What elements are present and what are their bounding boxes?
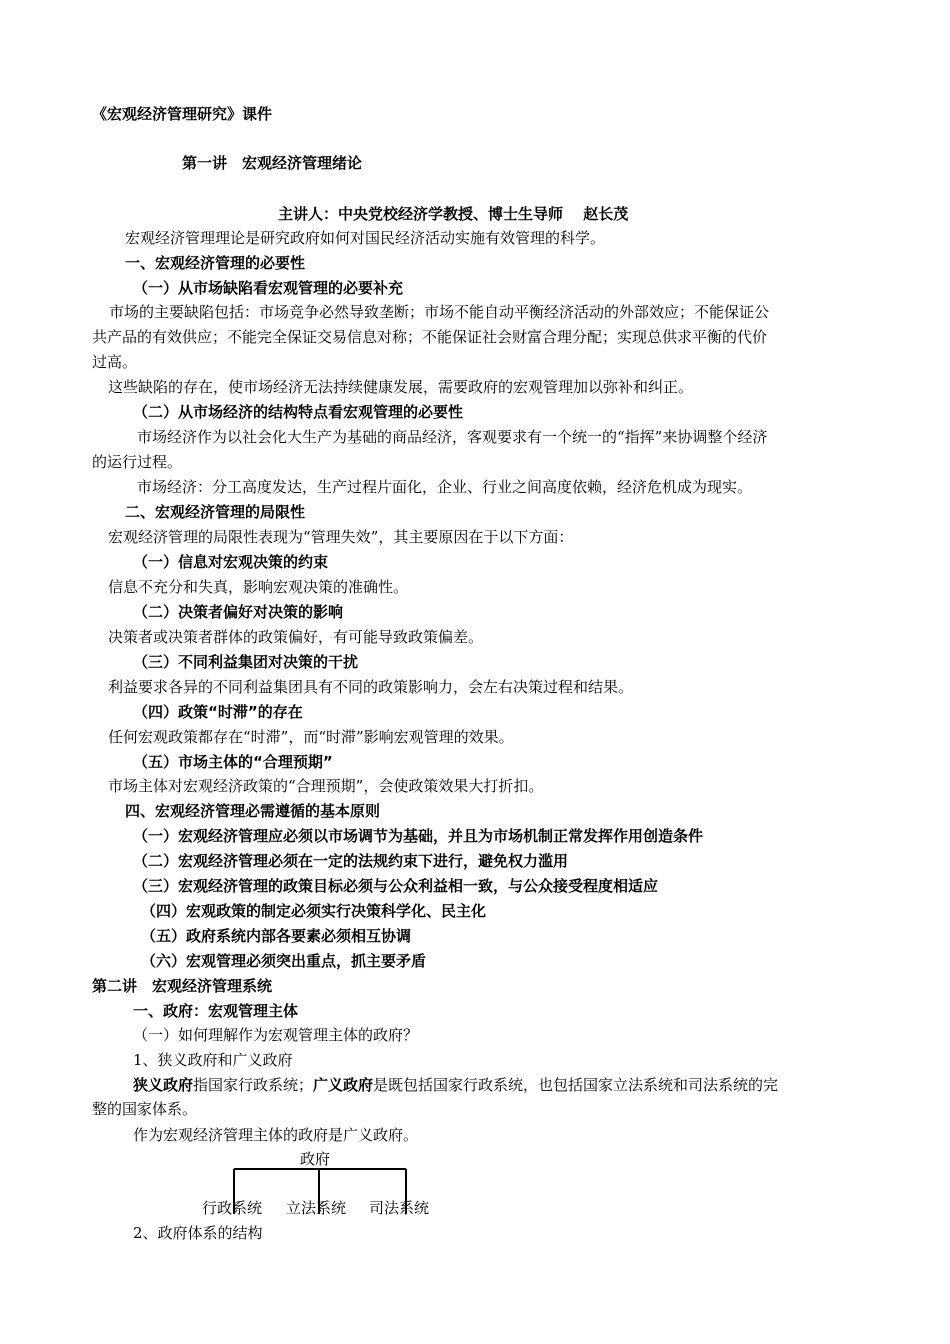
paragraph-line: 市场的主要缺陷包括：市场竞争必然导致垄断；市场不能自动平衡经济活动的外部效应；不能保证公 xyxy=(109,303,770,321)
lecture2-section-1-heading: 一、政府：宏观管理主体 xyxy=(133,1002,299,1020)
section-2-3-heading: （三）不同利益集团对决策的干扰 xyxy=(133,653,359,671)
principle-item: （四）宏观政策的制定必须实行决策科学化、民主化 xyxy=(141,902,487,920)
lecture1-title: 第一讲 宏观经济管理绪论 xyxy=(182,154,363,172)
definition-term: 广义政府 xyxy=(313,1076,374,1094)
principle-item: （六）宏观管理必须突出重点，抓主要矛盾 xyxy=(141,952,427,970)
government-structure-diagram xyxy=(190,1146,450,1226)
paragraph-line: 的运行过程。 xyxy=(92,453,183,471)
paragraph-line: 决策者或决策者群体的政策偏好，有可能导致政策偏差。 xyxy=(108,628,484,646)
section-2-2-heading: （二）决策者偏好对决策的影响 xyxy=(133,603,344,621)
section-4-heading: 四、宏观经济管理必需遵循的基本原则 xyxy=(125,802,381,820)
paragraph-line: 作为宏观经济管理主体的政府是广义政府。 xyxy=(133,1126,419,1144)
principle-item: （三）宏观经济管理的政策目标必须与公众利益相一致，与公众接受程度相适应 xyxy=(133,877,659,895)
section-2-5-heading: （五）市场主体的“合理预期” xyxy=(133,753,333,771)
paragraph-line: 任何宏观政策都存在“时滞”，而“时滞”影响宏观管理的效果。 xyxy=(108,728,514,746)
paragraph-line: 利益要求各异的不同利益集团具有不同的政策影响力，会左右决策过程和结果。 xyxy=(108,678,634,696)
definition-text: 指国家行政系统； xyxy=(193,1076,314,1094)
section-1-1-heading: （一）从市场缺陷看宏观管理的必要补充 xyxy=(133,279,404,297)
speaker-line: 主讲人：中央党校经济学教授、博士生导师 赵长茂 xyxy=(278,205,629,223)
lecture2-title: 第二讲 宏观经济管理系统 xyxy=(92,977,273,995)
lecture2-subheading: （一）如何理解作为宏观管理主体的政府？ xyxy=(133,1026,419,1044)
paragraph-line: 市场经济作为以社会化大生产为基础的商品经济，客观要求有一个统一的“指挥”来协调整个经济 xyxy=(137,428,768,446)
paragraph-line: 共产品的有效供应；不能完全保证交易信息对称；不能保证社会财富合理分配；实现总供求平衡的代价 xyxy=(92,328,768,346)
intro-paragraph: 宏观经济管理理论是研究政府如何对国民经济活动实施有效管理的科学。 xyxy=(125,229,606,247)
paragraph-line: 整的国家体系。 xyxy=(92,1100,198,1118)
principle-item: （五）政府系统内部各要素必须相互协调 xyxy=(141,927,412,945)
diagram-child-node: 立法系统 xyxy=(286,1199,347,1217)
lecture2-subheading: 1、狭义政府和广义政府 xyxy=(133,1051,293,1069)
section-2-4-heading: （四）政策“时滞”的存在 xyxy=(133,703,303,721)
paragraph-line: 市场经济：分工高度发达，生产过程片面化，企业、行业之间高度依赖，经济危机成为现实。 xyxy=(137,478,753,496)
paragraph-line: 信息不充分和失真，影响宏观决策的准确性。 xyxy=(108,578,409,596)
paragraph-line: 这些缺陷的存在，使市场经济无法持续健康发展，需要政府的宏观管理加以弥补和纠正。 xyxy=(108,378,694,396)
principle-item: （二）宏观经济管理必须在一定的法规约束下进行，避免权力滥用 xyxy=(133,852,569,870)
document-title: 《宏观经济管理研究》课件 xyxy=(92,105,273,123)
definition-text: 是既包括国家行政系统，也包括国家立法系统和司法系统的完 xyxy=(373,1076,779,1094)
section-2-1-heading: （一）信息对宏观决策的约束 xyxy=(133,553,329,571)
paragraph-line: 过高。 xyxy=(92,353,138,371)
diagram-child-node: 行政系统 xyxy=(202,1199,263,1217)
principle-item: （一）宏观经济管理应必须以市场调节为基础，并且为市场机制正常发挥作用创造条件 xyxy=(133,827,704,845)
definition-line xyxy=(133,1074,778,1096)
paragraph-line: 宏观经济管理的局限性表现为“管理失效”，其主要原因在于以下方面： xyxy=(108,528,574,546)
lecture2-subheading: 2、政府体系的结构 xyxy=(133,1224,263,1242)
section-1-2-heading: （二）从市场经济的结构特点看宏观管理的必要性 xyxy=(133,403,464,421)
definition-term: 狭义政府 xyxy=(133,1076,194,1094)
diagram-root-node: 政府 xyxy=(300,1150,331,1168)
section-2-heading: 二、宏观经济管理的局限性 xyxy=(125,503,306,521)
diagram-child-node: 司法系统 xyxy=(369,1199,430,1217)
section-1-heading: 一、宏观经济管理的必要性 xyxy=(125,254,306,272)
paragraph-line: 市场主体对宏观经济政策的“合理预期”，会使政策效果大打折扣。 xyxy=(108,777,544,795)
